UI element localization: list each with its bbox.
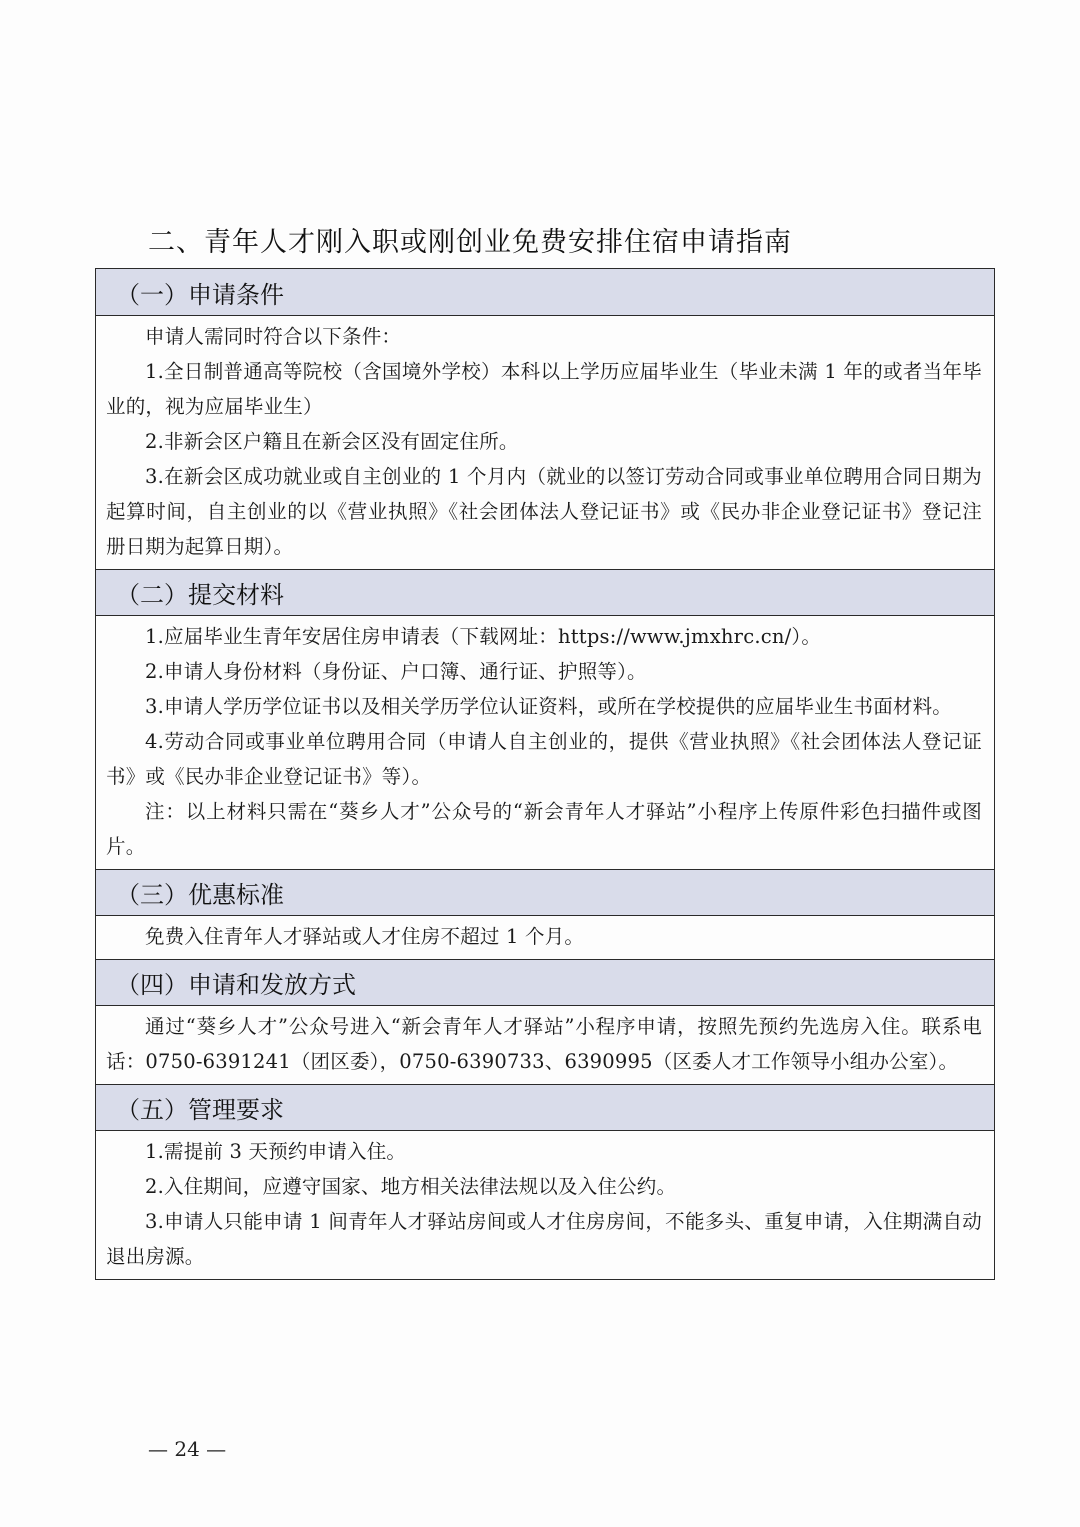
paragraph: 2.入住期间，应遵守国家、地方相关法律法规以及入住公约。: [145, 1175, 677, 1198]
section-body: [96, 316, 994, 569]
section-conditions: [96, 269, 994, 569]
paragraph: 1.需提前 3 天预约申请入住。: [145, 1140, 407, 1163]
section-management: [96, 1084, 994, 1279]
section-benefits: [96, 869, 994, 959]
paragraph: 2.申请人身份材料（身份证、户口簿、通行证、护照等）。: [145, 660, 647, 683]
paragraph: 3.申请人只能申请 1 间青年人才驿站房间或人才住房房间，不能多头、重复申请，入住期满自动退出房源。: [106, 1210, 982, 1268]
section-heading: （二）提交材料: [96, 569, 994, 616]
section-body: [96, 916, 994, 959]
section-heading: （四）申请和发放方式: [96, 959, 994, 1006]
guide-table: [95, 268, 995, 1280]
section-body: [96, 1006, 994, 1084]
section-application: [96, 959, 994, 1084]
paragraph: 注：以上材料只需在“葵乡人才”公众号的“新会青年人才驿站”小程序上传原件彩色扫描件或图片。: [106, 800, 982, 858]
page-number: — 24 —: [148, 1437, 227, 1461]
paragraph: 1.应届毕业生青年安居住房申请表（下载网址：https://www.jmxhrc.cn/）。: [145, 625, 822, 648]
paragraph: 3.在新会区成功就业或自主创业的 1 个月内（就业的以签订劳动合同或事业单位聘用合同日期为起算时间，自主创业的以《营业执照》《社会团体法人登记证书》或《民办非企业登记证书》登记注册日期为起算日期）。: [106, 465, 982, 558]
paragraph: 2.非新会区户籍且在新会区没有固定住所。: [145, 430, 519, 453]
document-title: 二、青年人才刚入职或刚创业免费安排住宿申请指南: [148, 227, 792, 258]
section-heading: （五）管理要求: [96, 1084, 994, 1131]
paragraph: 1.全日制普通高等院校（含国境外学校）本科以上学历应届毕业生（毕业未满 1 年的或者当年毕业的，视为应届毕业生）: [106, 360, 982, 418]
section-heading: （一）申请条件: [96, 269, 994, 316]
section-materials: [96, 569, 994, 869]
paragraph: 免费入住青年人才驿站或人才住房不超过 1 个月。: [145, 925, 585, 948]
section-body: [96, 616, 994, 869]
paragraph: 3.申请人学历学位证书以及相关学历学位认证资料，或所在学校提供的应届毕业生书面材料。: [145, 695, 953, 718]
section-heading: （三）优惠标准: [96, 869, 994, 916]
paragraph: 申请人需同时符合以下条件：: [145, 325, 402, 348]
paragraph: 4.劳动合同或事业单位聘用合同（申请人自主创业的，提供《营业执照》《社会团体法人登记证书》或《民办非企业登记证书》等）。: [106, 730, 982, 788]
section-body: [96, 1131, 994, 1279]
paragraph: 通过“葵乡人才”公众号进入“新会青年人才驿站”小程序申请，按照先预约先选房入住。联系电话：0750-6391241（团区委），0750-6390733、6390995（区委人才工作领导小组办公室）。: [106, 1015, 982, 1073]
